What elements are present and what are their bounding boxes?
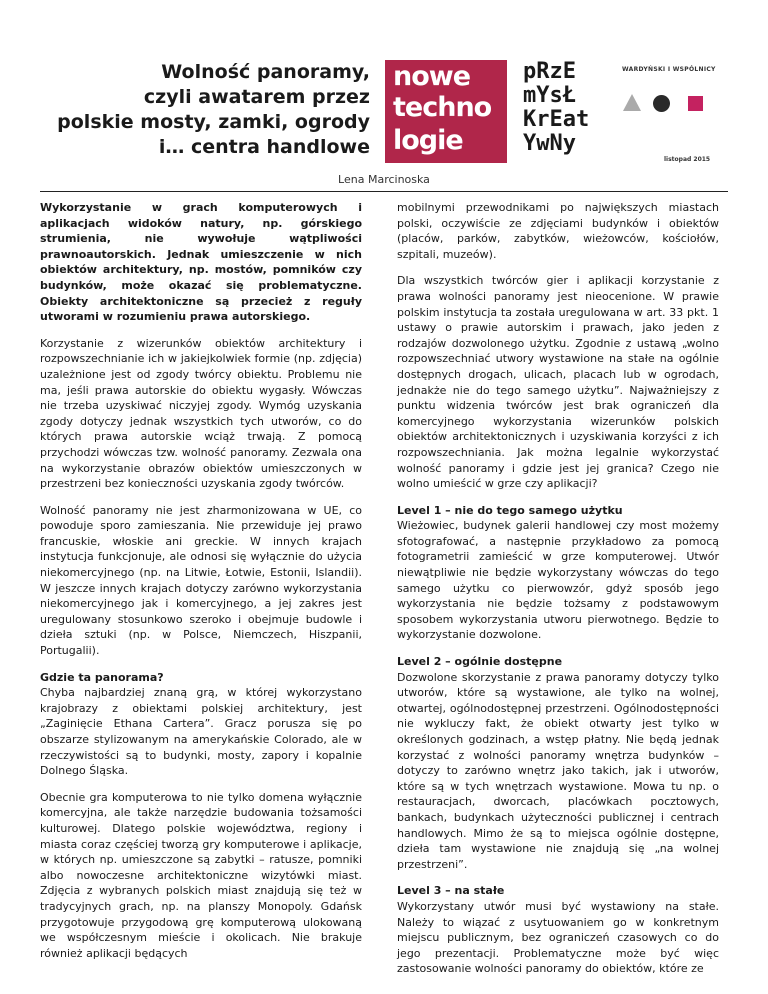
article-title [40, 60, 370, 160]
przekreatywny-logo [523, 60, 589, 156]
nowe-technologie-logo [385, 60, 507, 163]
title-line: czyli awatarem przez [143, 86, 370, 108]
section-heading: Gdzie ta panorama? [40, 670, 164, 684]
title-line: polskie mosty, zamki, ogrody [57, 111, 370, 133]
paragraph: Obecnie gra komputerowa to nie tylko domena wyłącznie komercyjna, ale także narzędzie budowania tożsamości kulturowej. Dlatego polskie województwa, regiony i miasta coraz częściej tworzą gry komputerowe i aplikacje, w których np. umieszczone są zabytki – ratusze, pomniki albo nowoczesne architektoniczne wizytówki miast. Zdjęcia z wybranych polskich miast znajdują się też w tradycyjnych grach, np. na planszy Monopoly. Gdańsk przygotowuje przygodową grę komputerową ulokowaną we współczesnym mieście i okolicach. Nie brakuje również aplikacji będących [40, 790, 362, 960]
paragraph: Wolność panoramy nie jest zharmonizowana w UE, co powoduje sporo zamieszania. Nie przewiduje jej prawo francuskie, włoskie ani greckie. W innych krajach instytucja funkcjonuje, ale odnosi się wyłącznie do użycia niekomercyjnego (np. na Litwie, Łotwie, Estonii, Islandii). W jeszcze innych krajach dotyczy zarówno wykorzystania niekomercyjnego jak i komercyjnego, a jej zakres jest uregulowany stosunkowo szeroko i obejmuje budowle i dzieła sztuki (np. w Polsce, Niemczech, Hiszpanii, Portugalii). [40, 503, 362, 658]
firm-name: WARDYŃSKI I WSPÓLNICY [622, 66, 716, 73]
divider [40, 191, 728, 192]
section-heading: Level 1 – nie do tego samego użytku [397, 503, 623, 517]
paragraph: Dozwolone skorzystanie z prawa panoramy dotyczy tylko utworów, które są wystawione, ale tylko na wolnej, otwartej, ogólnodostępnej przestrzeni. Ogólnodostępności nie wykluczy fakt, że obiekt otwarty jest tylko w określonych godzinach, a wstęp płatny. Nie będą jednak korzystać z wolności panoramy wnętrza budynków – dotyczy to zarówno wnętrz jako takich, jak i utworów, które są w tych wnętrzach wystawione. Mowa tu np. o restauracjach, dworcach, placówkach pocztowych, bankach, budynkach użyteczności publicznej i centrach handlowych. Mimo że są to miejsca ogólnie dostępne, dzieła tam wystawione nie znajdują się „na wolnej przestrzeni”. [397, 670, 719, 871]
logo-word: techno [393, 92, 492, 123]
logo-word: logie [393, 125, 463, 156]
title-line: i… centra handlowe [158, 136, 370, 158]
circle-icon [653, 95, 670, 112]
logo-word: YwNy [523, 131, 576, 156]
left-column [40, 200, 362, 972]
triangle-icon [623, 94, 641, 111]
author-name: Lena Marcinoska [338, 173, 430, 186]
logo-word: nowe [393, 61, 471, 92]
section-heading: Level 3 – na stałe [397, 884, 505, 898]
firm-logo-shapes [620, 92, 740, 114]
title-line: Wolność panoramy, [161, 61, 370, 83]
paragraph: Wieżowiec, budynek galerii handlowej czy most możemy sfotografować, a następnie przykładowo za pomocą fotogrametrii zamieścić w grze komputerowej. Utwór niewątpliwie nie będzie wykorzystany wówczas do tego samego użytku co pierwowzór, gdyż sposób jego wykorzystania nie będzie tożsamy z podstawowym sposobem wykorzystania utworu pierwotnego. Będzie to wykorzystanie dozwolone. [397, 519, 719, 642]
paragraph: Chyba najbardziej znaną grą, w której wykorzystano krajobrazy z obiektami polskiej architektury, jest „Zaginięcie Ethana Cartera”. Gracz porusza się po obszarze stylizowanym na amerykańskie Colorado, ale w rzeczywistości są to budynki, mosty, zapory i kopalnie Dolnego Śląska. [40, 686, 362, 778]
right-column [397, 200, 719, 988]
square-icon [688, 96, 703, 111]
logo-word: KrEat [523, 107, 590, 132]
logo-word: mYsŁ [523, 83, 576, 108]
logo-word: pRzE [523, 59, 576, 84]
issue-date: listopad 2015 [664, 156, 711, 163]
paragraph: Wykorzystany utwór musi być wystawiony na stałe. Należy to wiązać z usytuowaniem go w konkretnym miejscu publicznym, bez ograniczeń czasowych co do jego prezentacji. Problematyczne może być więc zastosowanie wolności panoramy do obiektów, które ze [397, 899, 719, 976]
paragraph: Dla wszystkich twórców gier i aplikacji korzystanie z prawa wolności panoramy jest nieocenione. W prawie polskim instytucja ta została uregulowana w art. 33 pkt. 1 ustawy o prawie autorskim i prawach, jako jeden z rodzajów dozwolonego użytku. Zgodnie z ustawą „wolno rozpowszechniać utwory wystawione na stałe na ogólnie dostępnych drogach, ulicach, placach lub w ogrodach, jednakże nie do tego samego użytku”. Najważniejszy z punktu widzenia twórców jest brak ograniczeń dla komercyjnego wykorzystania wizerunków polskich obiektów architektonicznych i uzyskiwania korzyści z ich rozpowszechniania. Jak można legalnie wykorzystać wolność panoramy i gdzie jest jej granica? Czego nie wolno umieścić w grze czy aplikacji? [397, 274, 719, 491]
section-heading: Level 2 – ogólnie dostępne [397, 655, 563, 669]
lead-paragraph: Wykorzystanie w grach komputerowych i aplikacjach widoków natury, np. górskiego strumienia, nie wywołuje wątpliwości prawnoautorskich. Jednak umieszczenie w nich obiektów architektury, np. mostów, pomników czy budynków, może okazać się problematyczne. Obiekty architektoniczne są przecież z reguły utworami w rozumieniu prawa autorskiego. [40, 201, 362, 324]
paragraph: Korzystanie z wizerunków obiektów architektury i rozpowszechnianie ich w jakiejkolwiek formie (np. zdjęcia) uzależnione jest od zgody twórcy obiektu. Problemu nie ma, jeśli prawa autorskie do obiektu wygasły. Wówczas nie trzeba uzyskiwać niczyjej zgody. Wymóg uzyskania zgody dotyczy jednak wszystkich tych utworów, co do których prawa autorskie wciąż trwają. Z pomocą przychodzi wówczas tzw. wolność panoramy. Zezwala ona na wykorzystanie obrazów obiektów umieszczonych w przestrzeni bez konieczności uzyskania zgody twórców. [40, 336, 362, 491]
paragraph: mobilnymi przewodnikami po największych miastach polski, oczywiście ze zdjęciami budynków i obiektów (placów, parków, zabytków, wieżowców, kościołów, szpitali, muzeów). [397, 201, 719, 261]
